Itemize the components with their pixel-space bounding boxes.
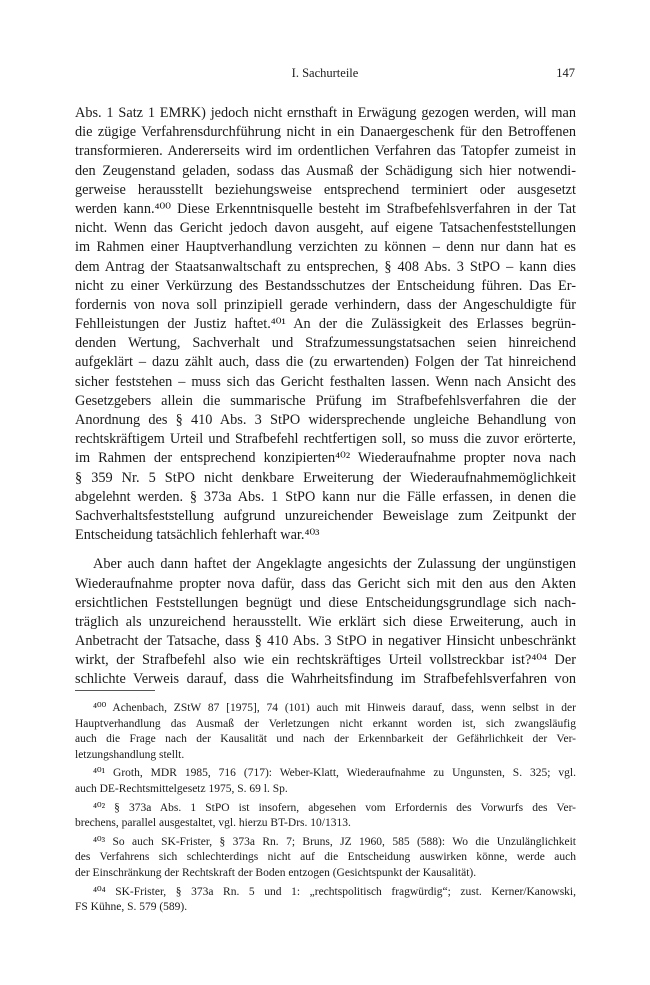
- paragraph-gap: [75, 545, 576, 555]
- text-line: Gesetzgebers allein die summarische Prüfung im Strafbefehlsverfahren die der: [75, 392, 576, 409]
- text-line: träglich als unzureichend herausstellt. Wie erklärt sich diese Erweiterung, auch in: [75, 613, 576, 630]
- footnote-line: ⁴⁰² § 373a Abs. 1 StPO ist insofern, abgesehen vom Erfordernis des Vorwurfs des Ver-: [93, 801, 576, 814]
- text-line: gerweise herausstellt beziehungsweise entsprechend terminiert oder ausgesetzt: [75, 181, 576, 198]
- running-title: I. Sachurteile: [291, 66, 359, 80]
- text-line: den Zeugenstand geladen, sodass das Ausmaß der Schädigung sich hier notwendi-: [75, 162, 576, 179]
- footnote-separator: [75, 690, 155, 691]
- text-line: denden Wertung, Sachverhalt und Strafzumessungstatsachen seien hinreichend: [75, 335, 576, 352]
- text-line: Anordnung des § 410 Abs. 3 StPO widersprechende ungleiche Behandlung von: [75, 412, 576, 428]
- text-line: § 359 Nr. 5 StPO nicht denkbare Erweiterung der Wiederaufnahmemöglichkeit: [75, 469, 576, 486]
- footnote-line: auch die Frage nach der Kausalität und nach der Erkennbarkeit der Gefährlichkeit der Ver-: [75, 733, 576, 746]
- text-line: dem Antrag der Staatsanwaltschaft zu entsprechen, § 408 Abs. 3 StPO – kann dies: [75, 258, 576, 275]
- text-line: Anbetracht der Tatsache, dass § 410 Abs. 3 StPO in negativer Hinsicht unbeschränkt: [75, 633, 576, 650]
- text-line: sicher feststehen – muss sich das Gericht festhalten lassen. Wenn nach Ansicht des: [75, 373, 576, 390]
- text-line: fordernis von nova soll prinzipiell gerade verhindern, dass der Angeschuldigte für: [75, 296, 576, 313]
- text-line: Fehlleistungen der Justiz haftet.⁴⁰¹ An der die Zulässigkeit des Erlasses begrün-: [75, 316, 576, 333]
- text-line: abgelehnt werden. § 373a Abs. 1 StPO kann nur die Fälle erfassen, in denen die: [75, 488, 576, 505]
- footnote-line: der Einschränkung der Rechtskraft der Boden entzogen (Gesichtspunkt der Kausalität).: [75, 866, 477, 879]
- footnote-line: letzungshandlung stellt.: [75, 748, 185, 761]
- text-line: transformieren. Andererseits wird im ordentlichen Verfahren das Tatopfer zumeist in: [75, 143, 576, 160]
- text-line: nicht zu einer Verkürzung des Bestandsschutzes der Entscheidung führen. Das Er-: [75, 277, 576, 294]
- footnote-line: brechens, parallel ausgestaltet, vgl. hierzu BT-Drs. 10/1313.: [75, 817, 351, 830]
- body-text: [75, 104, 576, 690]
- text-line: im Rahmen der entsprechend konzipierten⁴⁰² Wiederaufnahme propter nova nach: [75, 450, 576, 467]
- text-line: Wiederaufnahme propter nova dafür, dass das Gericht sich mit den aus den Akten: [75, 575, 576, 592]
- footnote-line: des Verfahrens sich schlechterdings nicht auf die Entscheidung auswirken könne, werde auch: [75, 851, 576, 864]
- page-number: 147: [556, 66, 575, 80]
- text-line: werden kann.⁴⁰⁰ Diese Erkenntnisquelle besteht im Strafbefehlsverfahren in der Tat: [75, 200, 576, 217]
- footnote-line: ⁴⁰⁴ SK-Frister, § 373a Rn. 5 und 1: „rechtspolitisch fragwürdig“; zust. Kerner/Kanowski,: [93, 885, 576, 898]
- footnote-line: FS Kühne, S. 579 (589).: [75, 901, 188, 914]
- text-line: im Rahmen einer Hauptverhandlung verzichten zu können – denn nur dann hat es: [75, 239, 576, 256]
- text-line: die zügige Verfahrensdurchführung nicht in ein Danaergeschenk für den Betroffenen: [75, 124, 576, 141]
- text-line: ersichtlichen Feststellungen begnügt und diese Entscheidungsgrundlage sich nach-: [75, 594, 576, 611]
- text-line: aufgeklärt – dazu zählt auch, dass die (zu erwartenden) Folgen der Tat hinreichend: [75, 354, 576, 371]
- footnote-line: auch DE-Rechtsmittelgesetz 1975, S. 69 l. Sp.: [75, 782, 288, 795]
- footnote-line: Hauptverhandlung das Ausmaß der Verletzungen nicht erkannt worden ist, sich zwangsläufig: [75, 717, 576, 730]
- text-line: rechtskräftigem Urteil und Strafbefehl rechtfertigen soll, so muss die zuvor erörterte,: [75, 431, 576, 448]
- footnote-line: ⁴⁰¹ Groth, MDR 1985, 716 (717): Weber-Klatt, Wiederaufnahme zu Ungunsten, S. 325; vgl.: [93, 767, 576, 780]
- text-line: nicht. Wenn das Gericht jedoch davon ausgeht, auf eigene Tatsachenfeststellungen: [75, 220, 576, 237]
- text-line: Sachverhaltsfeststellung aufgrund unzureichender Beweislage zum Zeitpunkt der: [75, 507, 576, 524]
- text-line: Entscheidung tatsächlich fehlerhaft war.⁴⁰³: [75, 527, 320, 544]
- text-line: Abs. 1 Satz 1 EMRK) jedoch nicht ernsthaft in Erwägung gezogen werden, will man: [75, 105, 576, 121]
- footnotes: [75, 701, 576, 916]
- footnote-line: ⁴⁰⁰ Achenbach, ZStW 87 [1975], 74 (101) auch mit Hinweis darauf, dass, wenn selbst in der: [93, 702, 576, 714]
- footnote-line: ⁴⁰³ So auch SK-Frister, § 373a Rn. 7; Bruns, JZ 1960, 585 (588): Wo die Unzulänglichkeit: [93, 835, 576, 848]
- running-header: [75, 66, 575, 82]
- text-line: wirkt, der Strafbefehl also wie ein rechtskräftiges Urteil vollstreckbar ist?⁴⁰⁴ Der: [75, 652, 576, 669]
- text-line: schlichte Verweis darauf, dass die Wahrheitsfindung im Strafbefehlsverfahren von: [75, 671, 576, 688]
- text-line: Aber auch dann haftet der Angeklagte angesichts der Zulassung der ungünstigen: [93, 556, 576, 573]
